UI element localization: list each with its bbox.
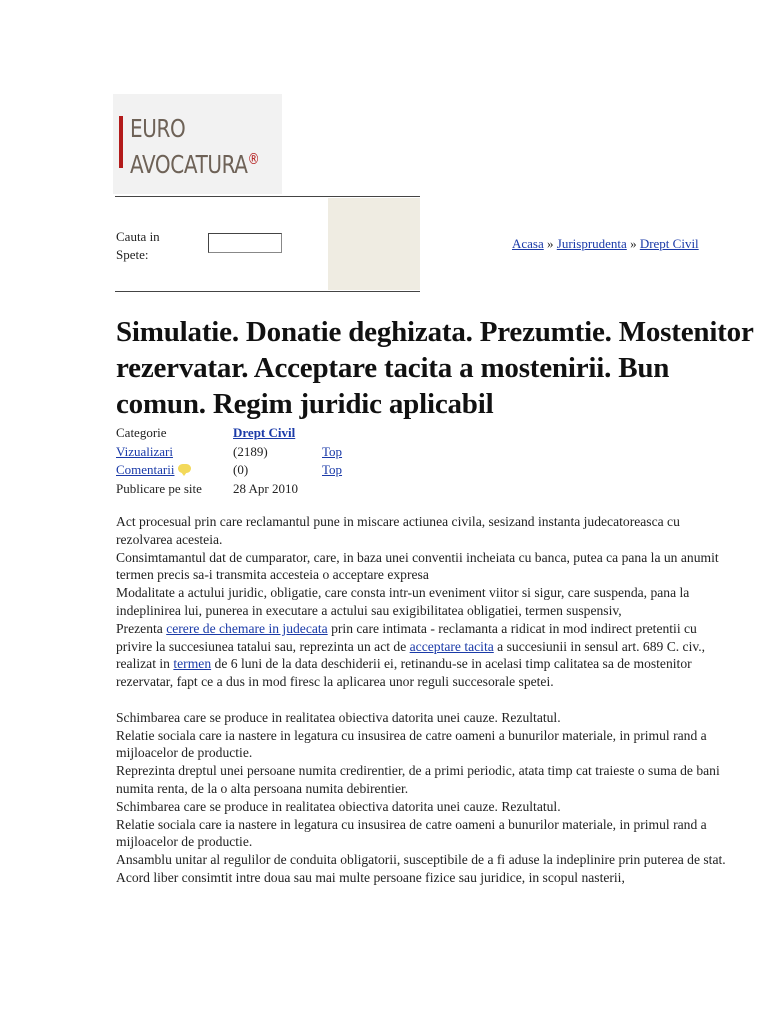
views-count: (2189) — [233, 443, 268, 459]
search-label: Cauta in Spete: — [116, 229, 160, 262]
divider-top — [115, 196, 420, 197]
site-logo[interactable] — [113, 94, 282, 194]
paragraph: Acord liber consimtit intre doua sau mai multe persoane fizice sau juridice, in scopul nasterii, — [116, 869, 625, 885]
text-segment: a succesiunii in sensul art. 689 C. civ., realizat in — [116, 638, 706, 672]
search-input[interactable] — [208, 233, 282, 253]
breadcrumb-drept-civil[interactable]: Drept Civil — [639, 236, 699, 251]
article-body — [116, 513, 732, 887]
views-top-link[interactable]: Top — [322, 443, 343, 459]
text-segment: prin care intimata - reclamanta a ridicat in mod indirect pretentii cu privire la succesiunea tatalui sau, reprezinta un act de — [116, 620, 697, 654]
paragraph: Schimbarea care se produce in realitatea obiectiva datorita unei cauze. Rezultatul. — [116, 798, 561, 814]
logo-accent-bar — [119, 116, 123, 168]
paragraph: Schimbarea care se produce in realitatea obiectiva datorita unei cauze. Rezultatul. — [116, 709, 561, 725]
breadcrumb-separator: » — [547, 236, 554, 251]
paragraph: Relatie sociala care ia nastere in legatura cu insusirea de catre oameni a bunurilor materiale, in primul rand a mijloacelor de productie. — [116, 727, 707, 761]
comments-link[interactable]: Comentarii — [116, 462, 175, 477]
paragraph: Relatie sociala care ia nastere in legatura cu insusirea de catre oameni a bunurilor materiale, in primul rand a mijloacelor de productie. — [116, 816, 707, 850]
paragraph: Reprezinta dreptul unei persoane numita credirentier, de a primi periodic, atata timp cat traieste o suma de bani numita renta, de la o alta persoana numita debirentier. — [116, 763, 720, 796]
logo-line-2-text: AVOCATURA — [130, 150, 248, 179]
logo-line-1: EURO — [130, 114, 186, 143]
category-link[interactable]: Drept Civil — [233, 425, 296, 440]
breadcrumb-home[interactable]: Acasa — [512, 236, 544, 251]
divider-bottom — [115, 291, 420, 292]
text-segment: de 6 luni de la data deschiderii ei, retinandu-se in acelasi timp calitatea sa de mostenitor rezervatar, fapt ce a dus in mod firesc la aplicarea unor reguli succesorale spetei. — [116, 656, 692, 690]
breadcrumb-separator: » — [630, 236, 637, 251]
published-label: Publicare pe site — [116, 480, 202, 496]
side-panel — [328, 198, 420, 290]
text-segment: Prezenta — [116, 620, 167, 636]
registered-mark: ® — [247, 150, 260, 168]
logo-line-2 — [130, 152, 259, 177]
breadcrumb-jurisprudenta[interactable]: Jurisprudenta — [556, 236, 627, 251]
views-link[interactable]: Vizualizari — [116, 443, 173, 459]
comments-top-link[interactable]: Top — [322, 462, 343, 477]
breadcrumb — [512, 236, 699, 252]
paragraph: Consimtamantul dat de cumparator, care, in baza unei conventii incheiata cu banca, putea ca pana la un anumit termen precis sa-i transmita accesteia o acceptare expresa — [116, 549, 719, 583]
link-termen[interactable]: termen — [173, 656, 212, 672]
link-acceptare-tacita[interactable]: acceptare tacita — [409, 638, 494, 654]
category-label: Categorie — [116, 425, 167, 440]
page-title: Simulatie. Donatie deghizata. Prezumtie. Mostenitor rezervatar. Acceptare tacita a mostenirii. Bun comun. Regim juridic aplicabil — [116, 316, 754, 420]
comment-bubble-icon — [178, 464, 191, 473]
paragraph-with-links — [116, 620, 732, 691]
comments-cell — [116, 461, 191, 480]
paragraph: Modalitate a actului juridic, obligatie, care consta intr-un eveniment viitor si sigur, care suspenda, pana la indeplinirea lui, punerea in executare a actului sau exigibilitatea obligatiei, termen suspensiv, — [116, 585, 690, 618]
published-date: 28 Apr 2010 — [233, 480, 298, 496]
comments-count: (0) — [233, 462, 249, 477]
spacer — [116, 691, 732, 709]
link-cerere-chemare[interactable]: cerere de chemare in judecata — [166, 620, 328, 636]
paragraph: Act procesual prin care reclamantul pune in miscare actiunea civila, sesizand instanta judecatoreasca cu rezolvarea acesteia. — [116, 514, 680, 547]
paragraph: Ansamblu unitar al regulilor de conduita obligatorii, susceptibile de a fi aduse la indeplinire prin puterea de stat. — [116, 852, 726, 868]
